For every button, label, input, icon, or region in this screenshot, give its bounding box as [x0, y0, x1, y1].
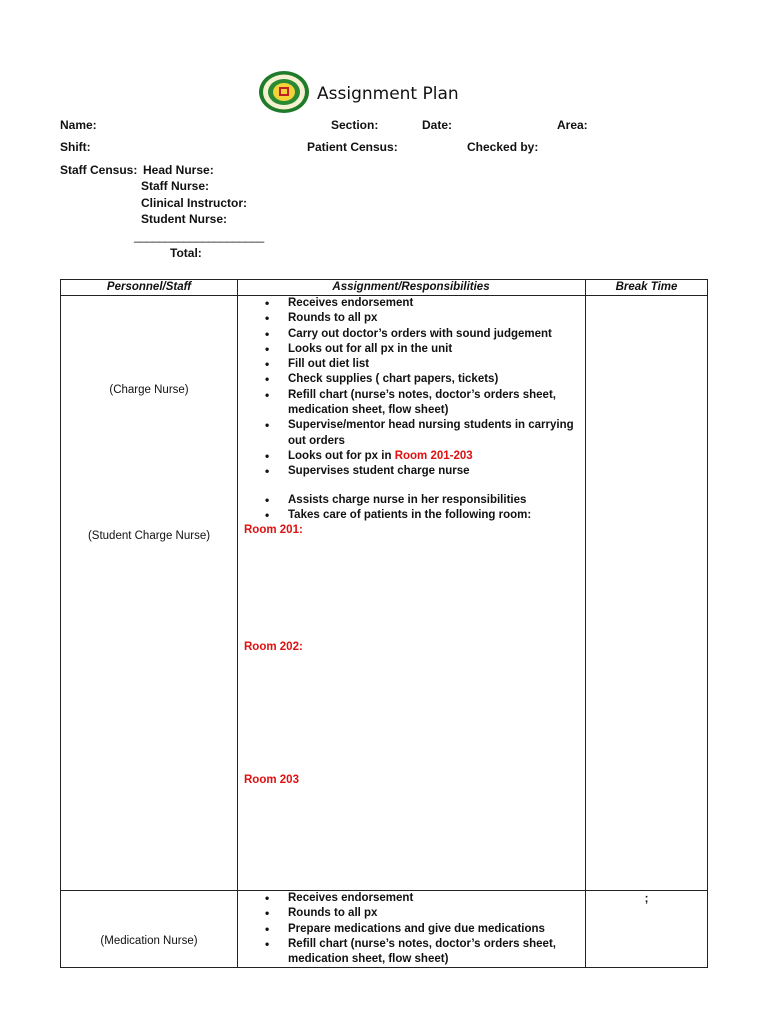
student-charge-nurse-label: (Student Charge Nurse)	[87, 530, 211, 542]
medication-nurse-label: (Medication Nurse)	[100, 935, 198, 947]
college-logo	[258, 70, 310, 114]
list-item: • Carry out doctor’s orders with sound judgement	[237, 327, 577, 342]
list-item: • Refill chart (nurse’s notes, doctor’s orders sheet, medication sheet, flow sheet)	[237, 388, 577, 419]
header-break-time: Break Time	[615, 281, 678, 293]
list-item: • Looks out for px in Room 201-203	[237, 449, 577, 464]
list-item: • Receives endorsement	[237, 296, 577, 311]
list-item: • Fill out diet list	[237, 357, 577, 372]
list-item: • Check supplies ( chart papers, tickets)	[237, 372, 577, 387]
shift-label: Shift:	[60, 140, 91, 154]
list-item: • Receives endorsement	[237, 891, 577, 906]
list-item: • Supervise/mentor head nursing students in carrying out orders	[237, 418, 577, 449]
header-assignment: Assignment/Responsibilities	[332, 281, 490, 293]
clinical-instructor-label: Clinical Instructor:	[141, 196, 248, 210]
charge-nurse-list	[237, 296, 577, 480]
area-label: Area:	[557, 118, 588, 132]
student-nurse-label: Student Nurse:	[141, 212, 228, 226]
room-203-label: Room 203	[244, 774, 299, 786]
list-item: • Looks out for all px in the unit	[237, 342, 577, 357]
room-range-highlight: Room 201-203	[394, 449, 473, 462]
list-item: • Refill chart (nurse’s notes, doctor’s orders sheet, medication sheet, flow sheet)	[237, 937, 577, 968]
list-item: • Rounds to all px	[237, 906, 577, 921]
list-item: • Supervises student charge nurse	[237, 464, 577, 479]
name-label: Name:	[60, 118, 97, 132]
staff-census-label: Staff Census:	[60, 163, 138, 177]
assignment-table	[60, 279, 708, 968]
staff-nurse-label: Staff Nurse:	[141, 179, 210, 193]
charge-nurse-label: (Charge Nurse)	[109, 384, 189, 396]
room-201-label: Room 201:	[244, 524, 303, 536]
student-charge-nurse-list	[237, 493, 577, 524]
break-time-value: ;	[644, 893, 649, 905]
list-item: • Assists charge nurse in her responsibilities	[237, 493, 577, 508]
room-202-label: Room 202:	[244, 641, 303, 653]
total-separator: _____________________	[134, 229, 264, 243]
patient-census-label: Patient Census:	[307, 140, 398, 154]
medication-nurse-list	[237, 891, 577, 967]
column-divider	[585, 280, 586, 967]
head-nurse-label: Head Nurse:	[143, 163, 214, 177]
list-item: • Prepare medications and give due medications	[237, 922, 577, 937]
total-label: Total:	[170, 246, 202, 260]
list-item: • Takes care of patients in the following room:	[237, 508, 577, 523]
section-label: Section:	[331, 118, 379, 132]
date-label: Date:	[422, 118, 453, 132]
list-item: • Rounds to all px	[237, 311, 577, 326]
page-title: Assignment Plan	[317, 84, 459, 104]
checked-by-label: Checked by:	[467, 140, 539, 154]
header-personnel: Personnel/Staff	[106, 281, 192, 293]
